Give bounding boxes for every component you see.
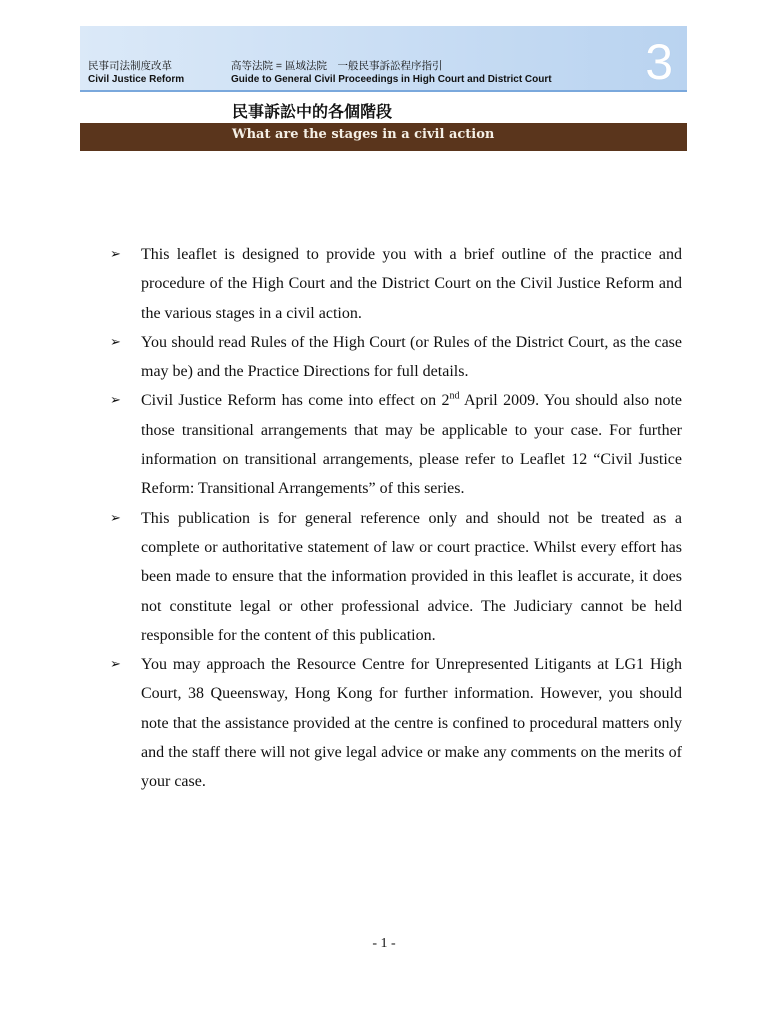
page-title-cn: 民事訴訟中的各個階段: [232, 102, 393, 121]
arrowhead-bullet-icon: ➢: [110, 247, 121, 262]
header-banner: [80, 26, 687, 92]
bullet-text: You should read Rules of the High Court (or Rules of the District Court, as the case may be) and the Practice Directions for full details.: [141, 333, 682, 381]
list-item: [110, 240, 682, 328]
header-guide-cn: 高等法院 = 區域法院 一般民事訴訟程序指引: [231, 60, 443, 72]
arrowhead-bullet-icon: ➢: [110, 393, 121, 409]
page-number: - 1 -: [372, 936, 396, 951]
page-header: [80, 26, 687, 151]
title-bar: [80, 123, 687, 151]
ordinal-suffix: nd: [449, 391, 460, 403]
list-item: [110, 650, 682, 796]
arrowhead-bullet-icon: ➢: [110, 334, 121, 350]
list-item: [110, 504, 682, 650]
page-title-en: What are the stages in a civil action: [232, 127, 495, 142]
list-item: [110, 386, 682, 503]
list-item: [110, 328, 682, 387]
arrowhead-bullet-icon: ➢: [110, 510, 121, 526]
arrowhead-bullet-icon: ➢: [110, 657, 121, 673]
bullet-text: [141, 392, 682, 497]
header-divider: [80, 90, 687, 92]
bullet-text-pre: Civil Justice Reform has come into effect on 2: [141, 392, 450, 410]
header-guide-en: Guide to General Civil Proceedings in High Court and District Court: [231, 74, 552, 85]
bullet-text: You may approach the Resource Centre for Unrepresented Litigants at LG1 High Court, 38 Queensway, Hong Kong for further information. However, you should note that the assistance provided at the centre is confined to procedural matters only and the staff there will not give legal advice or make any comments on the merits of your case.: [141, 656, 682, 791]
bullet-text: This publication is for general reference only and should not be treated as a complete or authoritative statement of law or court practice. Whilst every effort has been made to ensure that the information provided in this leaflet is accurate, it does not constitute legal or other professional advice. The Judiciary cannot be held responsible for the content of this publication.: [141, 509, 682, 644]
bullet-text-post: April 2009. You should also note those transitional arrangements that may be applicable to your case. For further information on transitional arrangements, please refer to Leaflet 12 “Civil Justice Reform: Transitional Arrangements” of this series.: [141, 392, 682, 498]
bullet-text: This leaflet is designed to provide you with a brief outline of the practice and procedure of the High Court and the District Court on the Civil Justice Reform and the various stages in a civil action.: [141, 246, 682, 322]
leaflet-number: 3: [645, 34, 673, 90]
header-series-en: Civil Justice Reform: [88, 74, 185, 85]
bullet-list: [110, 240, 682, 797]
header-series-cn: 民事司法制度改革: [88, 60, 172, 72]
